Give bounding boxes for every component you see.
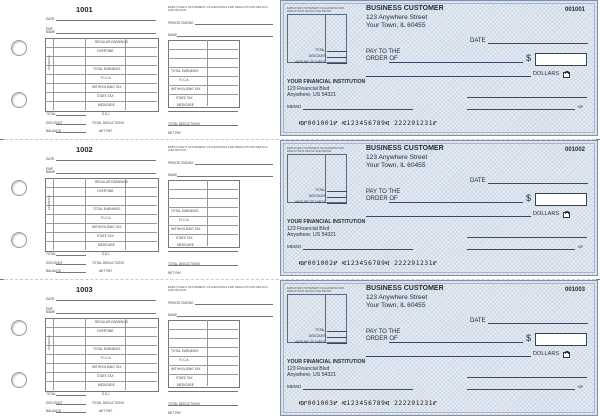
- pay-to-label: PAY TO THE: [366, 189, 401, 195]
- memo-line[interactable]: [303, 249, 413, 250]
- dollars-label: DOLLARS: [533, 71, 560, 77]
- total-earnings-label: TOTAL EARNINGS: [93, 67, 121, 71]
- total-label: TOTAL: [46, 392, 56, 396]
- sdi-label: S.D.I.: [102, 112, 110, 116]
- dollars-label: DOLLARS: [533, 211, 560, 217]
- right-net-pay-label: NET PAY: [168, 131, 182, 135]
- regular-earnings-label: REGULAR EARNINGS: [95, 180, 128, 184]
- pay-to-label: PAY TO THE: [366, 49, 401, 55]
- balance-label: BALANCE: [46, 129, 61, 133]
- right-total-earnings-label: TOTAL EARNINGS: [171, 349, 199, 353]
- net-pay-label: NET PAY: [99, 409, 113, 413]
- pay-to-label: PAY TO THE: [366, 329, 401, 335]
- bank-street: 123 Financial Blvd: [287, 86, 330, 92]
- mp-label: MP: [578, 385, 584, 389]
- security-lock-icon: [563, 212, 570, 218]
- state-tax-label: STATE TAX: [97, 94, 114, 98]
- binder-hole-icon: [11, 372, 27, 388]
- check-number: 001003: [565, 287, 586, 293]
- medicare-label: MEDICARE: [98, 103, 115, 107]
- right-fica-label: F.I.C.A.: [179, 218, 190, 222]
- customer-city: Your Town, IL 60455: [366, 22, 426, 29]
- total-deductions-label: TOTAL DEDUCTIONS: [92, 261, 124, 265]
- right-medicare-label: MEDICARE: [177, 383, 194, 387]
- business-check: [280, 280, 598, 416]
- security-lock-icon: [563, 72, 570, 78]
- memo-label: MEMO: [287, 104, 302, 109]
- perforation-mark: [0, 139, 4, 140]
- memo-line[interactable]: [303, 109, 413, 110]
- earnings-side-label: EARNINGS: [47, 335, 51, 350]
- perforation-mark: [0, 279, 4, 280]
- right-total-deductions-label: TOTAL DEDUCTIONS: [168, 402, 200, 406]
- order-of-label: ORDER OF: [366, 196, 398, 202]
- check-row: [0, 0, 600, 138]
- period-ending-label: PERIOD ENDING: [168, 161, 194, 165]
- emp-name-label: EMP NAME: [46, 27, 56, 35]
- business-check: [280, 0, 598, 136]
- customer-name: BUSINESS CUSTOMER: [366, 285, 444, 292]
- customer-city: Your Town, IL 60455: [366, 162, 426, 169]
- date-line[interactable]: [488, 43, 588, 44]
- signature-line[interactable]: [467, 97, 587, 98]
- binder-hole-icon: [11, 232, 27, 248]
- bank-street: 123 Financial Blvd: [287, 226, 330, 232]
- name-label: NAME: [168, 33, 178, 37]
- medicare-label: MEDICARE: [98, 243, 115, 247]
- discount-label: DISCOUNT: [46, 401, 63, 405]
- stub-date-label: DATE: [46, 297, 55, 301]
- register-discount-label: DISCOUNT: [309, 334, 326, 338]
- perforation-mark: [596, 279, 600, 280]
- overtime-label: OVERTIME: [97, 49, 114, 53]
- total-label: TOTAL: [46, 112, 56, 116]
- check-number: 001001: [565, 7, 586, 13]
- date-line[interactable]: [488, 323, 588, 324]
- signature-line-2[interactable]: [467, 389, 575, 390]
- customer-name: BUSINESS CUSTOMER: [366, 145, 444, 152]
- right-total-earnings-label: TOTAL EARNINGS: [171, 209, 199, 213]
- earnings-side-label: EARNINGS: [47, 55, 51, 70]
- period-ending-label: PERIOD ENDING: [168, 21, 194, 25]
- regular-earnings-label: REGULAR EARNINGS: [95, 40, 128, 44]
- bank-street: 123 Financial Blvd: [287, 366, 330, 372]
- payee-line[interactable]: [389, 62, 523, 63]
- check-row: [0, 280, 600, 418]
- statement-title: EMPLOYEE'S STATEMENT OF EARNINGS AND DEDUCTIONS DETACH AND RETAIN: [168, 145, 268, 153]
- right-total-deductions-label: TOTAL DEDUCTIONS: [168, 122, 200, 126]
- order-of-label: ORDER OF: [366, 56, 398, 62]
- check-number: 001002: [565, 147, 586, 153]
- date-line[interactable]: [488, 183, 588, 184]
- mp-label: MP: [578, 105, 584, 109]
- medicare-label: MEDICARE: [98, 383, 115, 387]
- right-state-tax-label: STATE TAX: [176, 96, 193, 100]
- statement-title: EMPLOYEE'S STATEMENT OF EARNINGS AND DEDUCTIONS DETACH AND RETAIN: [168, 285, 268, 293]
- binder-hole-icon: [11, 40, 27, 56]
- signature-line-2[interactable]: [467, 249, 575, 250]
- net-pay-label: NET PAY: [99, 269, 113, 273]
- signature-line[interactable]: [467, 377, 587, 378]
- register-amount-label: AMOUNT OF CHECK: [295, 340, 327, 344]
- regular-earnings-label: REGULAR EARNINGS: [95, 320, 128, 324]
- overtime-label: OVERTIME: [97, 329, 114, 333]
- payee-line[interactable]: [389, 202, 523, 203]
- perforation-mark: [596, 139, 600, 140]
- amount-box[interactable]: [535, 193, 587, 206]
- mp-label: MP: [578, 245, 584, 249]
- balance-label: BALANCE: [46, 409, 61, 413]
- perforation-line: [0, 139, 600, 140]
- total-deductions-label: TOTAL DEDUCTIONS: [92, 121, 124, 125]
- net-pay-label: NET PAY: [99, 129, 113, 133]
- payee-line[interactable]: [389, 342, 523, 343]
- memo-line[interactable]: [303, 389, 413, 390]
- stub-date-label: DATE: [46, 157, 55, 161]
- amount-words-line[interactable]: [366, 76, 531, 77]
- security-lock-icon: [563, 352, 570, 358]
- micr-line: ⑆⑈001002⑈ ⑆123456789⑆ 222291231⑈: [299, 260, 438, 267]
- stub-number: 1003: [76, 285, 93, 294]
- balance-label: BALANCE: [46, 269, 61, 273]
- register-discount-label: DISCOUNT: [309, 194, 326, 198]
- customer-street: 123 Anywhere Street: [366, 294, 428, 301]
- dollar-sign: $: [526, 193, 532, 203]
- binder-hole-icon: [11, 92, 27, 108]
- amount-box[interactable]: [535, 333, 587, 346]
- binder-hole-icon: [11, 180, 27, 196]
- total-deductions-label: TOTAL DEDUCTIONS: [92, 401, 124, 405]
- check-stub-title: EMPLOYEE'S STATEMENT OF EARNINGS AND DEDUCTIONS DETACH AND RETAIN: [287, 287, 345, 293]
- amount-box[interactable]: [535, 53, 587, 66]
- micr-line: ⑆⑈001003⑈ ⑆123456789⑆ 222291231⑈: [299, 400, 438, 407]
- binder-hole-icon: [11, 320, 27, 336]
- overtime-label: OVERTIME: [97, 189, 114, 193]
- sdi-label: S.D.I.: [102, 392, 110, 396]
- name-label: NAME: [168, 313, 178, 317]
- right-fica-label: F.I.C.A.: [179, 78, 190, 82]
- period-ending-label: PERIOD ENDING: [168, 301, 194, 305]
- statement-title: EMPLOYEE'S STATEMENT OF EARNINGS AND DEDUCTIONS DETACH AND RETAIN: [168, 5, 268, 13]
- bank-name: YOUR FINANCIAL INSTITUTION: [287, 219, 366, 225]
- right-total-deductions-label: TOTAL DEDUCTIONS: [168, 262, 200, 266]
- emp-name-label: EMP NAME: [46, 167, 56, 175]
- name-label: NAME: [168, 173, 178, 177]
- right-withholding-label: WITHHOLDING TAX: [171, 87, 201, 91]
- withholding-tax-label: WITHHOLDING TAX: [92, 225, 122, 229]
- payroll-stub: [37, 0, 275, 138]
- right-net-pay-label: NET PAY: [168, 271, 182, 275]
- stub-date-label: DATE: [46, 17, 55, 21]
- amount-words-line[interactable]: [366, 216, 531, 217]
- right-withholding-label: WITHHOLDING TAX: [171, 367, 201, 371]
- micr-line: ⑆⑈001001⑈ ⑆123456789⑆ 222291231⑈: [299, 120, 438, 127]
- withholding-tax-label: WITHHOLDING TAX: [92, 365, 122, 369]
- register-total-label: TOTAL: [315, 48, 325, 52]
- stub-number: 1002: [76, 145, 93, 154]
- register-amount-label: AMOUNT OF CHECK: [295, 200, 327, 204]
- customer-city: Your Town, IL 60455: [366, 302, 426, 309]
- earnings-side-label: EARNINGS: [47, 195, 51, 210]
- total-earnings-label: TOTAL EARNINGS: [93, 207, 121, 211]
- discount-label: DISCOUNT: [46, 261, 63, 265]
- register-amount-label: AMOUNT OF CHECK: [295, 60, 327, 64]
- fica-label: F.I.C.A.: [101, 356, 112, 360]
- customer-street: 123 Anywhere Street: [366, 154, 428, 161]
- fica-label: F.I.C.A.: [101, 76, 112, 80]
- bank-city: Anywhere, US 54321: [287, 232, 337, 238]
- sdi-label: S.D.I.: [102, 252, 110, 256]
- right-state-tax-label: STATE TAX: [176, 376, 193, 380]
- payroll-stub: [37, 280, 275, 418]
- right-medicare-label: MEDICARE: [177, 103, 194, 107]
- check-stub-title: EMPLOYEE'S STATEMENT OF EARNINGS AND DEDUCTIONS DETACH AND RETAIN: [287, 147, 345, 153]
- right-fica-label: F.I.C.A.: [179, 358, 190, 362]
- bank-city: Anywhere, US 54321: [287, 92, 337, 98]
- customer-street: 123 Anywhere Street: [366, 14, 428, 21]
- order-of-label: ORDER OF: [366, 336, 398, 342]
- dollars-label: DOLLARS: [533, 351, 560, 357]
- right-withholding-label: WITHHOLDING TAX: [171, 227, 201, 231]
- check-row: [0, 140, 600, 278]
- state-tax-label: STATE TAX: [97, 234, 114, 238]
- memo-label: MEMO: [287, 384, 302, 389]
- dollar-sign: $: [526, 333, 532, 343]
- register-total-label: TOTAL: [315, 328, 325, 332]
- withholding-tax-label: WITHHOLDING TAX: [92, 85, 122, 89]
- right-medicare-label: MEDICARE: [177, 243, 194, 247]
- fica-label: F.I.C.A.: [101, 216, 112, 220]
- customer-name: BUSINESS CUSTOMER: [366, 5, 444, 12]
- bank-city: Anywhere, US 54321: [287, 372, 337, 378]
- total-label: TOTAL: [46, 252, 56, 256]
- date-label: DATE: [470, 178, 486, 184]
- signature-line[interactable]: [467, 237, 587, 238]
- right-net-pay-label: NET PAY: [168, 411, 182, 415]
- date-label: DATE: [470, 318, 486, 324]
- dollar-sign: $: [526, 53, 532, 63]
- discount-label: DISCOUNT: [46, 121, 63, 125]
- date-label: DATE: [470, 38, 486, 44]
- total-earnings-label: TOTAL EARNINGS: [93, 347, 121, 351]
- stub-number: 1001: [76, 5, 93, 14]
- signature-line-2[interactable]: [467, 109, 575, 110]
- bank-name: YOUR FINANCIAL INSTITUTION: [287, 359, 366, 365]
- amount-words-line[interactable]: [366, 356, 531, 357]
- register-discount-label: DISCOUNT: [309, 54, 326, 58]
- right-state-tax-label: STATE TAX: [176, 236, 193, 240]
- register-total-label: TOTAL: [315, 188, 325, 192]
- emp-name-label: EMP NAME: [46, 307, 56, 315]
- business-check: [280, 140, 598, 276]
- state-tax-label: STATE TAX: [97, 374, 114, 378]
- payroll-stub: [37, 140, 275, 278]
- right-total-earnings-label: TOTAL EARNINGS: [171, 69, 199, 73]
- perforation-line: [0, 279, 600, 280]
- bank-name: YOUR FINANCIAL INSTITUTION: [287, 79, 366, 85]
- memo-label: MEMO: [287, 244, 302, 249]
- check-stub-title: EMPLOYEE'S STATEMENT OF EARNINGS AND DEDUCTIONS DETACH AND RETAIN: [287, 7, 345, 13]
